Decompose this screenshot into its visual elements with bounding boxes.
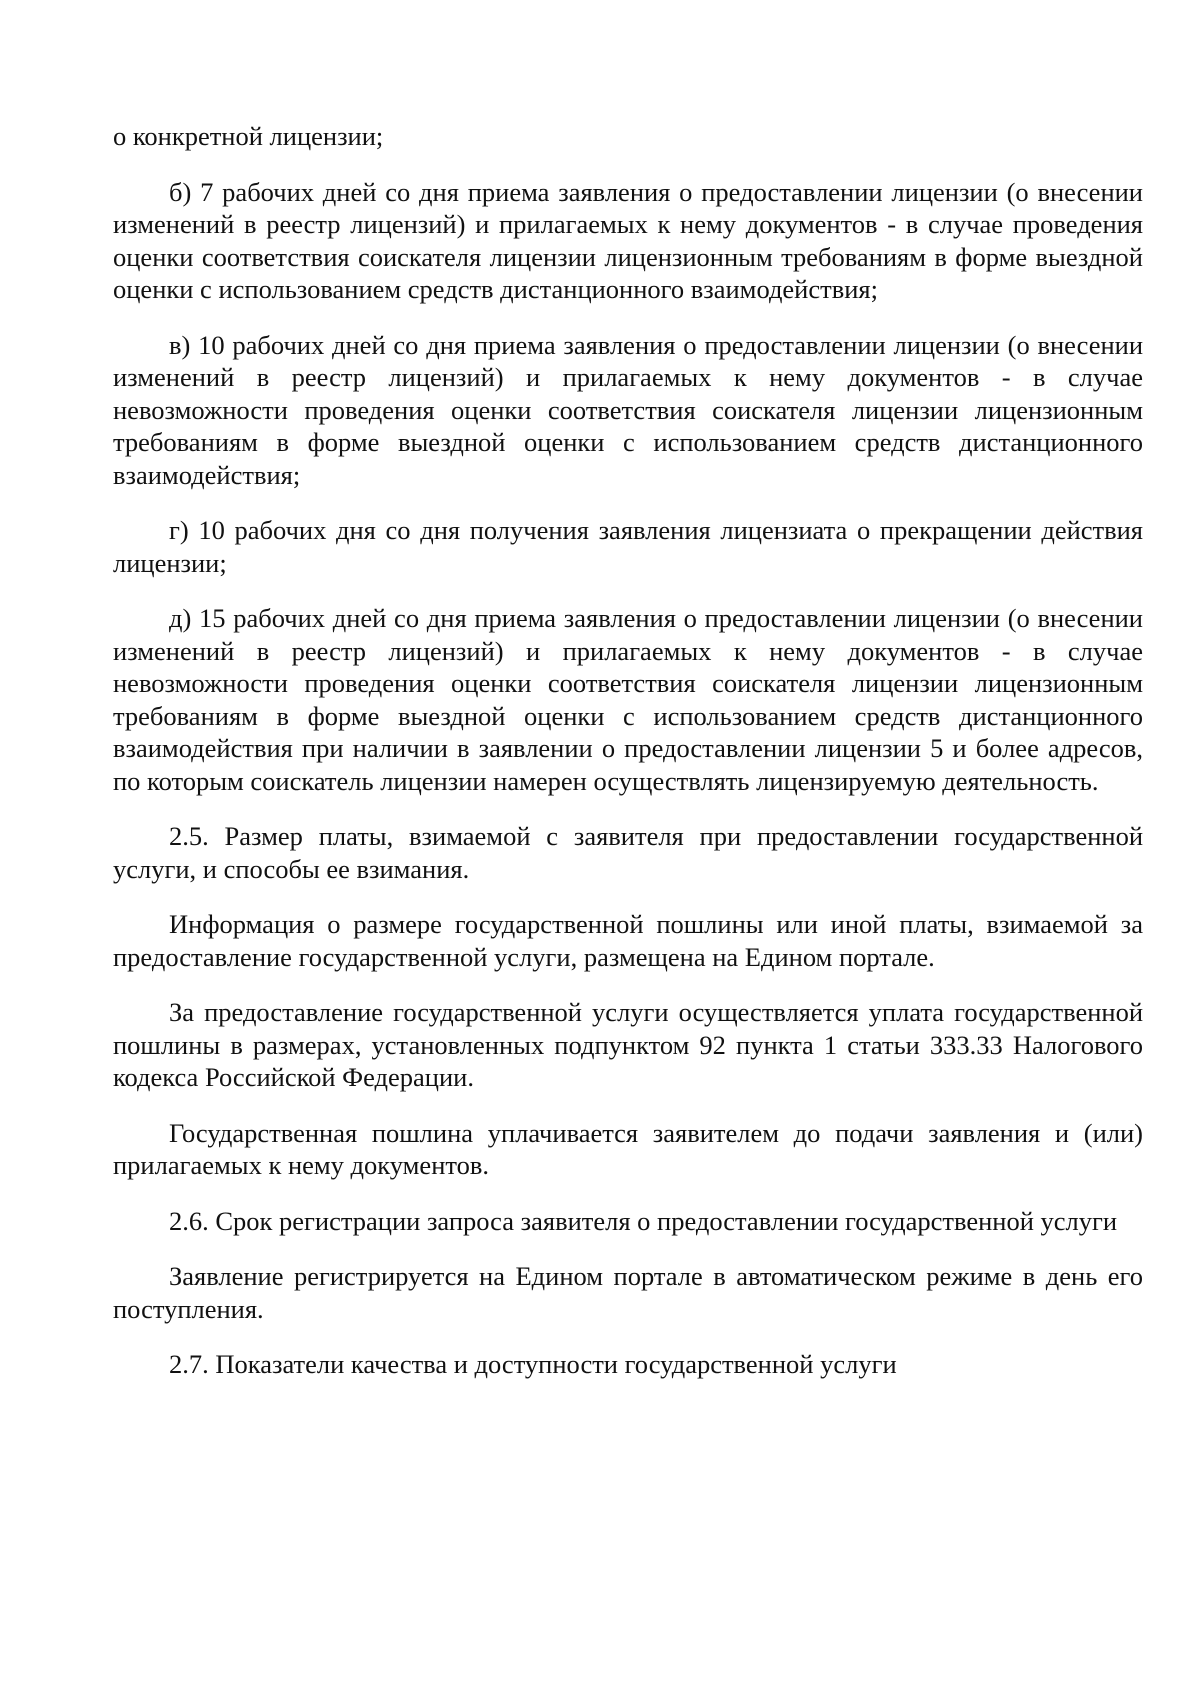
section-heading-2-7: 2.7. Показатели качества и доступности государственной услуги [169, 1349, 897, 1379]
section-heading-2-5: 2.5. Размер платы, взимаемой с заявителя при предоставлении государственной услуги, и способы ее взимания. [113, 821, 1143, 884]
paragraph-fee-timing: Государственная пошлина уплачивается заявителем до подачи заявления и (или) прилагаемых к нему документов. [113, 1117, 1143, 1180]
paragraph-item-d: д) 15 рабочих дней со дня приема заявления о предоставлении лицензии (о внесении изменений в реестр лицензий) и прилагаемых к нему документов - в случае невозможности проведения оценки соответствия соискателя лицензии лицензионным требованиям в форме выездной оценки с использованием средств дистанционного взаимодействия при наличии в заявлении о предоставлении лицензии 5 и более адресов, по которым соискатель лицензии намерен осуществлять лицензируемую деятельность. [113, 603, 1143, 796]
paragraph-fee-payment: За предоставление государственной услуги осуществляется уплата государственной пошлины в размерах, установленных подпунктом 92 пункта 1 статьи 333.33 Налогового кодекса Российской Федерации. [113, 997, 1143, 1092]
document-page [113, 120, 1143, 1404]
paragraph-item-b: б) 7 рабочих дней со дня приема заявления о предоставлении лицензии (о внесении изменений в реестр лицензий) и прилагаемых к нему документов - в случае проведения оценки соответствия соискателя лицензии лицензионным требованиям в форме выездной оценки с использованием средств дистанционного взаимодействия; [113, 176, 1143, 304]
section-heading-2-6: 2.6. Срок регистрации запроса заявителя о предоставлении государственной услуги [169, 1205, 1118, 1236]
paragraph-continuation: о конкретной лицензии; [113, 121, 384, 151]
paragraph-fee-info: Информация о размере государственной пошлины или иной платы, взимаемой за предоставление государственной услуги, размещена на Едином портале. [113, 909, 1143, 972]
paragraph-registration: Заявление регистрируется на Едином портале в автоматическом режиме в день его поступления. [113, 1261, 1143, 1324]
paragraph-item-g: г) 10 рабочих дня со дня получения заявления лицензиата о прекращении действия лицензии; [113, 515, 1143, 578]
paragraph-item-v: в) 10 рабочих дней со дня приема заявления о предоставлении лицензии (о внесении изменений в реестр лицензий) и прилагаемых к нему документов - в случае невозможности проведения оценки соответствия соискателя лицензии лицензионным требованиям в форме выездной оценки с использованием средств дистанционного взаимодействия; [113, 329, 1143, 490]
